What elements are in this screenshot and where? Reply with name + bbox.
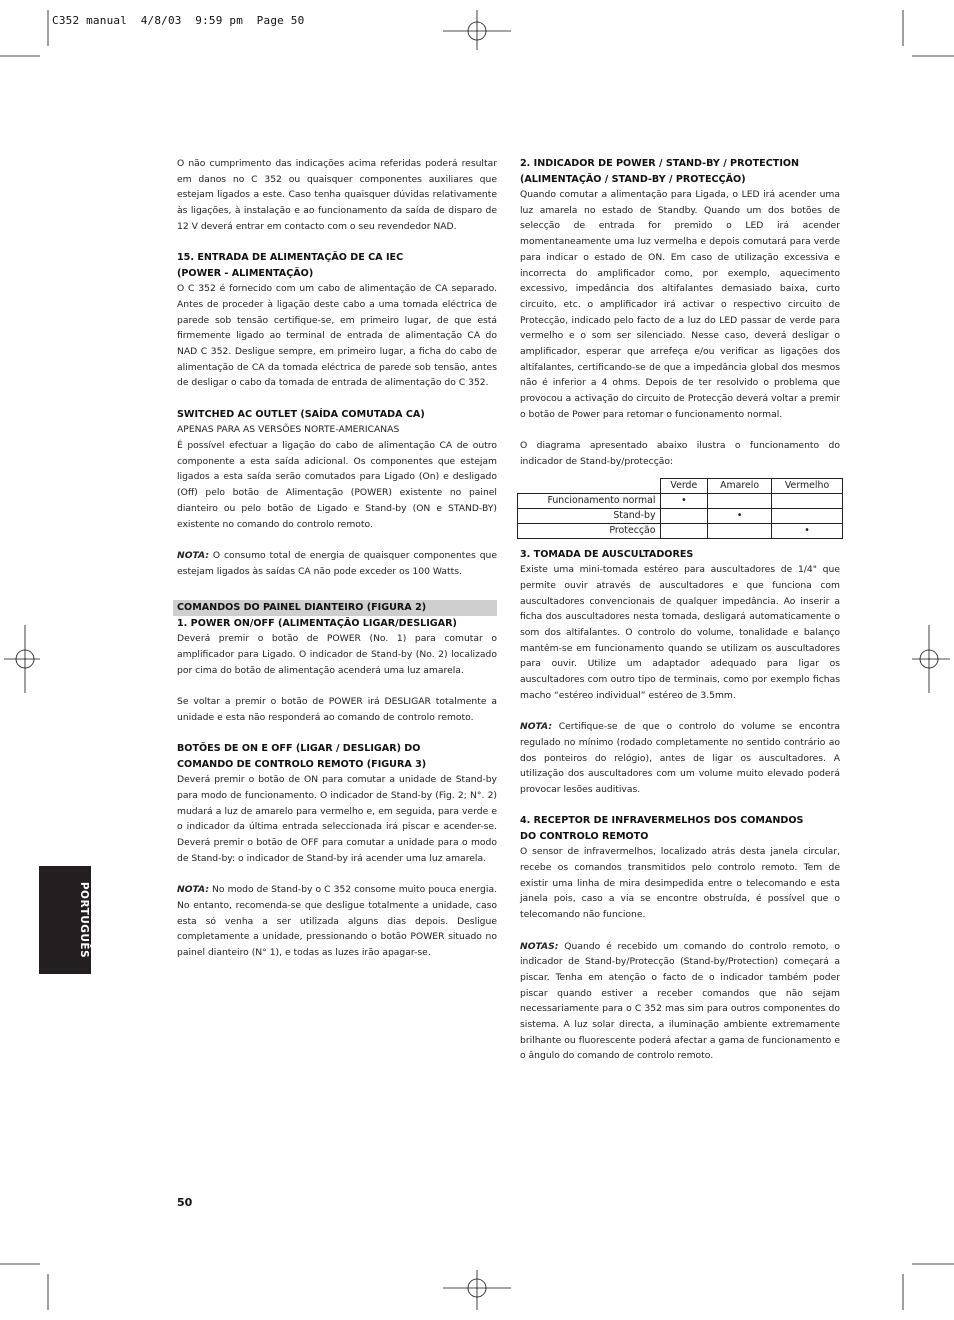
table-cell <box>708 523 772 538</box>
table-cell <box>708 493 772 508</box>
note-text: O consumo total de energia de quaisquer componentes que estejam ligados às saídas CA não pode exceder os 100 Watts. <box>177 549 497 577</box>
table-cell <box>772 493 843 508</box>
note-headphones <box>520 719 840 798</box>
heading-ir-receiver-line1: 4. RECEPTOR DE INFRAVERMELHOS DOS COMANDOS <box>520 815 804 827</box>
note-label: NOTA: <box>520 721 553 733</box>
table-cell <box>660 508 708 523</box>
note-standby <box>177 882 497 961</box>
table-header-cell: Amarelo <box>708 478 772 493</box>
indicator-table <box>517 478 843 539</box>
paragraph-headphones: Existe uma mini-tomada estéreo para auscultadores de 1/4" que permite ouvir através de auscultadores e que funciona com auscultadores convencionais de qualquer impedância. Ao inserir a ficha dos auscultadores nesta tomada, desligará automaticamente o som dos altifalantes. O controlo do volume, tonalidade e balanço mantêm-se em funcionamento quando se utilizam os auscultadores para ouvir. Utilize um adaptador adequado para ligar os auscultadores com outro tipo de terminais, como por exemplo fichas macho “estéreo individual” estéreo de 3.5mm. <box>520 564 840 701</box>
heading-indicator-line2: (ALIMENTAÇÃO / STAND-BY / PROTECÇÃO) <box>520 173 746 185</box>
note-power-consumption <box>177 548 497 579</box>
paragraph-remote-onoff: Deverá premir o botão de ON para comutar a unidade de Stand-by para modo de funcionamento. O indicador de Stand-by (Fig. 2; N°. 2) mudará a luz de amarelo para vermelho e, em seguida, para verde e o indicador da última entrada seleccionada irá piscar e acender-se. Deverá premir o botão de OFF para comutar a unidade para o modo de Stand-by: o indicador de Stand-by irá acender uma luz amarela. <box>177 774 497 864</box>
paragraph-indicator: Quando comutar a alimentação para Ligada, o LED irá acender uma luz amarela no estado de Standby. Quando um dos botões de selecção de entrada for premido o LED irá acender momentaneamente uma luz vermelha e depois comutará para verde para indicar o estado de ON. Em caso de utilização excessiva e incorrecta do amplificador como, por exemplo, aquecimento excessivo, impedância dos altifalantes demasiado baixa, curto circuito, etc. o amplificador irá activar o respectivo circuito de Protecção, indicado pelo facto de a luz do LED passar de verde para vermelho e o som ser silenciado. Nesse caso, deverá desligar o amplificador, esperar que arrefeça e/ou verificar as ligações dos altifalantes, certificando-se de que a impedância global dos mesmos não é inferior a 4 ohms. Depois de ter resolvido o problema que provocou a activação do circuito de Protecção deverá voltar a premir o botão de Power para retomar o funcionamento normal. <box>520 189 840 420</box>
table-row-label: Protecção <box>518 523 661 538</box>
section-title-front-panel: COMANDOS DO PAINEL DIANTEIRO (FIGURA 2) <box>173 600 497 616</box>
registration-mark-right <box>912 625 950 693</box>
table-header-row <box>518 478 843 493</box>
intro-paragraph: O não cumprimento das indicações acima referidas poderá resultar em danos no C 352 ou quaisquer componentes auxiliares que estejam ligados a este. Caso tenha quaisquer dúvidas relativamente às ligações, à instalação e ao funcionamento da saída de disparo de 12 V deverá entrar em contacto com o seu revendedor NAD. <box>177 158 497 232</box>
registration-mark-bottom <box>443 1270 511 1310</box>
heading-ir-receiver-line2: DO CONTROLO REMOTO <box>520 830 649 842</box>
note-label: NOTAS: <box>520 940 559 952</box>
switched-outlet-subtitle: APENAS PARA AS VERSÕES NORTE-AMERICANAS <box>177 424 400 436</box>
paragraph-switched-outlet: É possível efectuar a ligação do cabo de alimentação CA de outro componente a esta saída adicional. Os componentes que estejam ligados a esta saída serão comutados para Ligado (On) e desligado (Off) pelo botão de Alimentação (POWER) existente no painel dianteiro ou pelo botão de Ligado e Stand-by (ON e STAND-BY) existente no comando do controlo remoto. <box>177 440 497 530</box>
table-cell: • <box>772 523 843 538</box>
table-cell: • <box>708 508 772 523</box>
registration-mark-top <box>443 10 511 50</box>
paragraph-15: O C 352 é fornecido com um cabo de alimentação de CA separado. Antes de proceder à ligação deste cabo a uma tomada eléctrica de parede sob tensão certifique-se, em primeiro lugar, de que está firmemente ligado ao terminal de entrada de alimentação CA do NAD C 352. Desligue sempre, em primeiro lugar, a ficha do cabo de alimentação de CA da tomada eléctrica de parede sob tensão, antes de desligar o cabo da tomada de entrada de alimentação do C 352. <box>177 283 497 389</box>
note-text: No modo de Stand-by o C 352 consome muito pouca energia. No entanto, recomenda-se que desligue totalmente a unidade, caso esta só venha a ser utilizada alguns dias depois. Desligue completamente a unidade, pressionando o botão POWER situado no painel dianteiro (N° 1), e todas as luzes irão apagar-se. <box>177 884 497 958</box>
heading-power-on-off: 1. POWER ON/OFF (ALIMENTAÇÃO LIGAR/DESLIGAR) <box>177 617 457 629</box>
table-cell: • <box>660 493 708 508</box>
note-text: Certifique-se de que o controlo do volume se encontra regulado no mínimo (rodado completamente no sentido contrário ao dos ponteiros do relógio), antes de ligar os auscultadores. A utilização dos auscultadores com um volume muito elevado poderá provocar lesões auditivas. <box>520 721 840 795</box>
table-cell <box>660 523 708 538</box>
paragraph-diagram-intro: O diagrama apresentado abaixo ilustra o funcionamento do indicador de Stand-by/protecção: <box>520 440 840 467</box>
table-row <box>518 508 843 523</box>
heading-remote-onoff-line1: BOTÕES DE ON E OFF (LIGAR / DESLIGAR) DO <box>177 743 421 755</box>
page-number: 50 <box>177 1196 193 1209</box>
table-row <box>518 523 843 538</box>
note-text: Quando é recebido um comando do controlo remoto, o indicador de Stand-by/Protecção (Stand-by/Protection) começará a piscar. Tenha em atenção o facto de o indicador também poder piscar quando estiver a receber comandos que não sejam necessariamente para o C 352 mas sim para outros componentes do sistema. A luz solar directa, a iluminação ambiente extremamente brilhante ou fluorescente poderá afectar a gama de funcionamento e o ângulo do comando de controlo remoto. <box>520 940 840 1062</box>
table-row-label: Funcionamento normal <box>518 493 661 508</box>
heading-15-line2: (POWER - ALIMENTAÇÃO) <box>177 267 314 279</box>
left-column <box>177 156 497 961</box>
note-label: NOTA: <box>177 549 210 561</box>
heading-headphones: 3. TOMADA DE AUSCULTADORES <box>520 548 694 560</box>
note-label: NOTA: <box>177 884 210 896</box>
language-side-tab-label: PORTUGUÊS <box>78 881 90 959</box>
table-cell <box>772 508 843 523</box>
table-row-label: Stand-by <box>518 508 661 523</box>
paragraph-ir-receiver: O sensor de infravermelhos, localizado atrás desta janela circular, recebe os comandos transmitidos pelo controlo remoto. Tem de existir uma linha de mira desimpedida entre o telecomando e esta janela pois, caso a via se encontre obstruída, é possível que o telecomando não funcione. <box>520 846 840 921</box>
table-header-cell: Vermelho <box>772 478 843 493</box>
heading-15-line1: 15. ENTRADA DE ALIMENTAÇÃO DE CA IEC <box>177 252 404 264</box>
table-corner-cell <box>518 478 661 493</box>
table-row <box>518 493 843 508</box>
heading-remote-onoff-line2: COMANDO DE CONTROLO REMOTO (FIGURA 3) <box>177 758 427 770</box>
note-ir-receiver <box>520 939 840 1065</box>
paragraph-power-on-off: Deverá premir o botão de POWER (No. 1) para comutar o amplificador para Ligado. O indicador de Stand-by (No. 2) localizado por cima do botão de alimentação acenderá uma luz amarela. <box>177 633 497 676</box>
paragraph-power-off: Se voltar a premir o botão de POWER irá DESLIGAR totalmente a unidade e esta não responderá ao comando de controlo remoto. <box>177 696 497 723</box>
heading-switched-outlet: SWITCHED AC OUTLET (SAÍDA COMUTADA CA) <box>177 408 425 420</box>
print-slug: C352 manual 4/8/03 9:59 pm Page 50 <box>52 14 305 27</box>
heading-indicator-line1: 2. INDICADOR DE POWER / STAND-BY / PROTECTION <box>520 158 800 169</box>
registration-mark-left <box>4 625 40 693</box>
right-column <box>520 156 840 1064</box>
table-header-cell: Verde <box>660 478 708 493</box>
